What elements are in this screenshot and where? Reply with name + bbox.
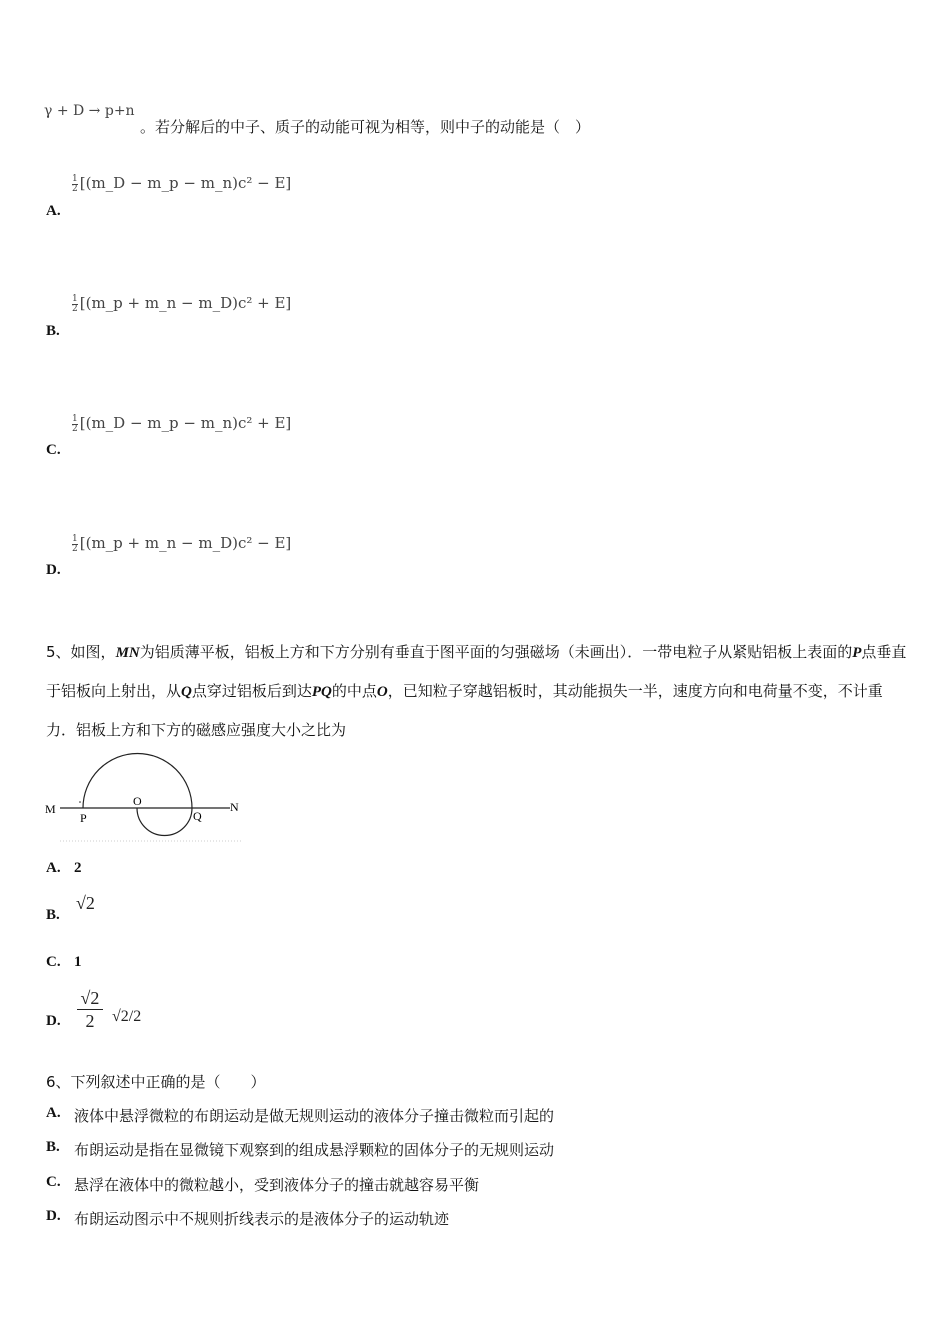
option-text: 布朗运动图示中不规则折线表示的是液体分子的运动轨迹: [74, 1210, 450, 1228]
formula: $\frac{1}{2}$ [(m_D − m_p − m_n)c² + E]: [72, 413, 292, 434]
label-n: N: [230, 800, 239, 814]
reaction-equation: γ + D → p+n: [44, 103, 135, 119]
label-p: P: [80, 811, 87, 825]
denominator: 2: [85, 1011, 95, 1031]
option-label: B.: [46, 1139, 60, 1155]
option-label: C.: [46, 954, 61, 970]
label-o: O: [133, 794, 142, 808]
option-label: C.: [46, 442, 61, 458]
label-q: Q: [193, 809, 202, 823]
point-p-dot: [79, 801, 81, 803]
option-text: 布朗运动是指在显微镜下观察到的组成悬浮颗粒的固体分子的无规则运动: [74, 1141, 555, 1159]
option-label: A.: [46, 860, 61, 876]
option-text: 液体中悬浮微粒的布朗运动是做无规则运动的液体分子撞击微粒而引起的: [74, 1107, 555, 1125]
formula: $\frac{1}{2}$ [(m_D − m_p − m_n)c² − E]: [72, 173, 292, 194]
q5-stem: 5、如图，MN为铝质薄平板，铝板上方和下方分别有垂直于图平面的匀强磁场（未画出）．一带电粒子从紧贴铝板上表面的P点垂直于铝板向上射出，从Q点穿过铝板后到达PQ的中点O，已知粒子穿越铝板时，其动能损失一半，速度方向和电荷量不变，不计重力．铝板上方和下方的磁感应强度大小之比为: [46, 643, 907, 739]
formula: $\frac{1}{2}$ [(m_p + m_n − m_D)c² − E]: [72, 533, 292, 554]
option-label: B.: [46, 323, 60, 339]
option-value: √2: [76, 893, 95, 913]
lower-trajectory: [137, 808, 192, 836]
option-label: A.: [46, 1105, 61, 1121]
q4-stem: 。若分解后的中子、质子的动能可视为相等，则中子的动能是（ ）: [140, 118, 591, 136]
magnetic-field-diagram: [40, 745, 250, 845]
option-label: C.: [46, 1174, 61, 1190]
option-label: A.: [46, 203, 61, 219]
option-value-fraction: [77, 987, 103, 1032]
option-value: 1: [74, 954, 82, 970]
q6-stem: 6、下列叙述中正确的是（ ）: [46, 1073, 266, 1091]
label-m: M: [45, 802, 56, 816]
option-label: D.: [46, 1013, 61, 1029]
option-text: 悬浮在液体中的微粒越小，受到液体分子的撞击就越容易平衡: [74, 1176, 480, 1194]
option-label: D.: [46, 562, 61, 578]
option-label: D.: [46, 1208, 61, 1224]
numerator: √2: [77, 987, 103, 1010]
option-label: B.: [46, 907, 60, 923]
option-value: 2: [74, 860, 82, 876]
formula: $\frac{1}{2}$ [(m_p + m_n − m_D)c² + E]: [72, 293, 292, 314]
option-value: √2/2: [112, 1008, 142, 1025]
